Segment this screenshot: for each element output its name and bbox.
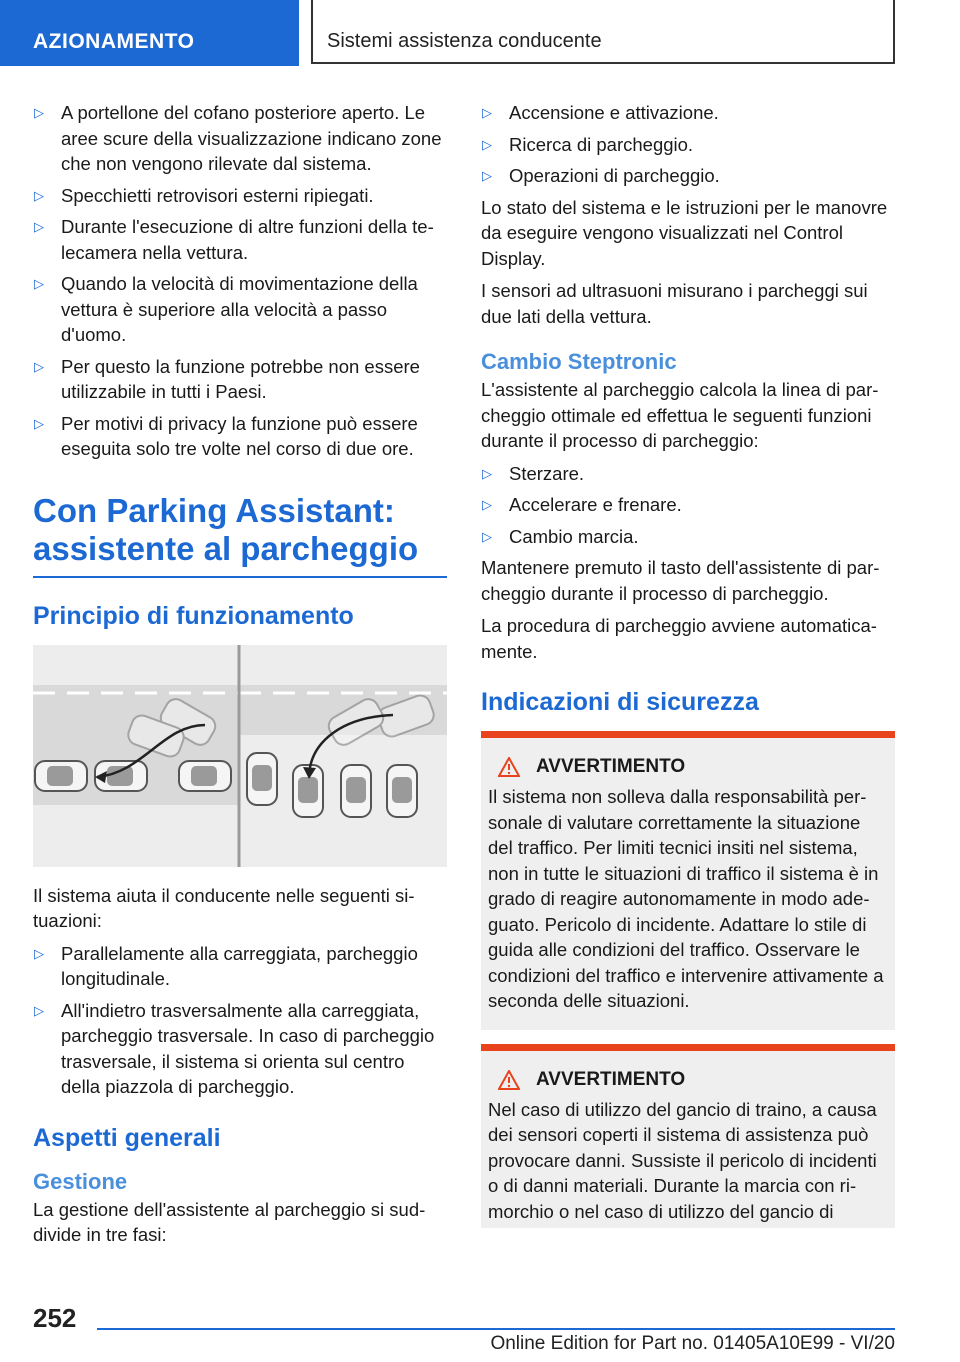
warning-box [481,1044,895,1229]
parking-diagram-svg [33,645,447,867]
list-item: ▷ Quando la velocità di movimentazione della vettura è superiore alla velocità a passo d'uomo. [34,273,418,345]
triangle-bullet-icon: ▷ [482,168,492,183]
triangle-bullet-icon: ▷ [482,136,492,152]
warning-title: AVVERTIMENTO [488,756,887,778]
safety-heading: Indicazioni di sicurezza [481,688,759,716]
right-column [481,100,895,1228]
intro-text: Il sistema aiuta il conducente nelle seguenti situazioni: [33,884,415,931]
triangle-bullet-icon: ▷ [34,1002,44,1018]
hold-text: Mantenere premuto il tasto dell'assistente di parcheggio durante il processo di parcheggio. [481,557,880,604]
triangle-bullet-icon: ▷ [34,945,44,961]
warning-text: Nel caso di utilizzo del gancio di traino, a causa dei sensori coperti il sistema di assistenza può provocare danni. Sussiste il pericolo di incidenti o di danni materiali. Durante la marcia con rimorchio o nel caso di utilizzo del gancio di [488,1098,877,1222]
auto-text: La procedura di parcheggio avviene automaticamente. [481,615,877,662]
warning-box [481,731,895,1030]
principle-heading: Principio di funzionamento [33,601,354,630]
list-item: ▷ Parallelamente alla carreggiata, parcheggio longitudinale. [34,942,418,989]
list-item: ▷ All'indietro trasversalmente alla carreggiata, parcheggio trasversale. In caso di parcheggio trasversale, il sistema si orienta sul centro della piazzola di parcheggio. [34,999,435,1097]
page-number: 252 [33,1303,77,1333]
section-title: Sistemi assistenza conducente [311,0,895,64]
chapter-tab: AZIONAMENTO [0,0,299,66]
warning-triangle-icon [498,757,520,777]
sensors-text: I sensori ad ultrasuoni misurano i parcheggi sui due lati della vettura. [481,280,868,327]
triangle-bullet-icon: ▷ [34,415,44,431]
left-column [33,100,447,1255]
triangle-bullet-icon: ▷ [34,358,44,374]
triangle-bullet-icon: ▷ [482,465,492,481]
list-item: ▷ Per questo la funzione potrebbe non essere utilizzabile in tutti i Paesi. [34,355,420,402]
warning-title: AVVERTIMENTO [488,1069,887,1091]
triangle-bullet-icon: ▷ [482,497,492,512]
warning-triangle-icon [498,1070,520,1090]
triangle-bullet-icon: ▷ [34,219,44,234]
triangle-bullet-icon: ▷ [34,276,44,291]
list-item: ▷ Specchietti retrovisori esterni ripiegati. [33,183,447,209]
list-item: ▷ Ricerca di parcheggio. [481,132,895,158]
phases-list [481,100,895,189]
gestione-heading: Gestione [33,1168,128,1194]
list-item: ▷ Accensione e attivazione. [481,100,895,126]
list-item: ▷ Accelerare e frenare. [481,492,895,518]
list-item: ▷ A portellone del cofano posteriore aperto. Le aree scure della visualizzazione indicano zone che non vengono rilevate dal sistema. [34,102,442,174]
car-icon [179,761,231,791]
situations-list [33,941,447,1100]
edition-text: Online Edition for Part no. 01405A10E99 - VI/20 [490,1333,895,1354]
list-item: ▷ Per motivi di privacy la funzione può essere eseguita solo tre volte nel corso di due ore. [34,412,418,459]
status-text: Lo stato del sistema e le istruzioni per le manovre da eseguire vengono visualizzati nel Control Display. [481,196,888,269]
car-icon [387,765,417,817]
limitations-list [33,100,447,462]
functions-list [481,461,895,550]
footer-divider [97,1328,895,1330]
car-icon [35,761,87,791]
car-icon [247,753,277,805]
list-item: ▷ Sterzare. [481,461,895,487]
car-icon [341,765,371,817]
triangle-bullet-icon: ▷ [34,187,44,203]
list-item: ▷ Durante l'esecuzione di altre funzioni della telecamera nella vettura. [34,216,434,263]
steptronic-text: L'assistente al parcheggio calcola la linea di parcheggio ottimale ed effettua le seguenti funzioni durante il processo di parcheggio: [481,379,879,451]
gestione-text: La gestione dell'assistente al parcheggio si suddivide in tre fasi: [33,1198,426,1245]
main-heading: Con Parking Assistant: assistente al parcheggio [33,492,447,578]
triangle-bullet-icon: ▷ [34,105,44,120]
parking-illustration [33,645,447,867]
warning-text: Il sistema non solleva dalla responsabilità personale di valutare correttamente la situazione del traffico. Per limiti tecnici insiti nel sistema, non in tutte le situazioni di traffico il sistema è in grado di reagire autonomamente in modo adeguato. Pericolo di incidente. Adattare lo stile di guida alle condizioni del traffico. Osservare le condizioni del traffico e intervenire attivamente a seconda delle situazioni. [488,786,884,1011]
triangle-bullet-icon: ▷ [482,105,492,120]
list-item: ▷ Operazioni di parcheggio. [481,163,895,189]
list-item: ▷ Cambio marcia. [481,524,895,550]
triangle-bullet-icon: ▷ [482,528,492,544]
general-heading: Aspetti generali [33,1123,221,1152]
steptronic-heading: Cambio Steptronic [481,349,677,374]
